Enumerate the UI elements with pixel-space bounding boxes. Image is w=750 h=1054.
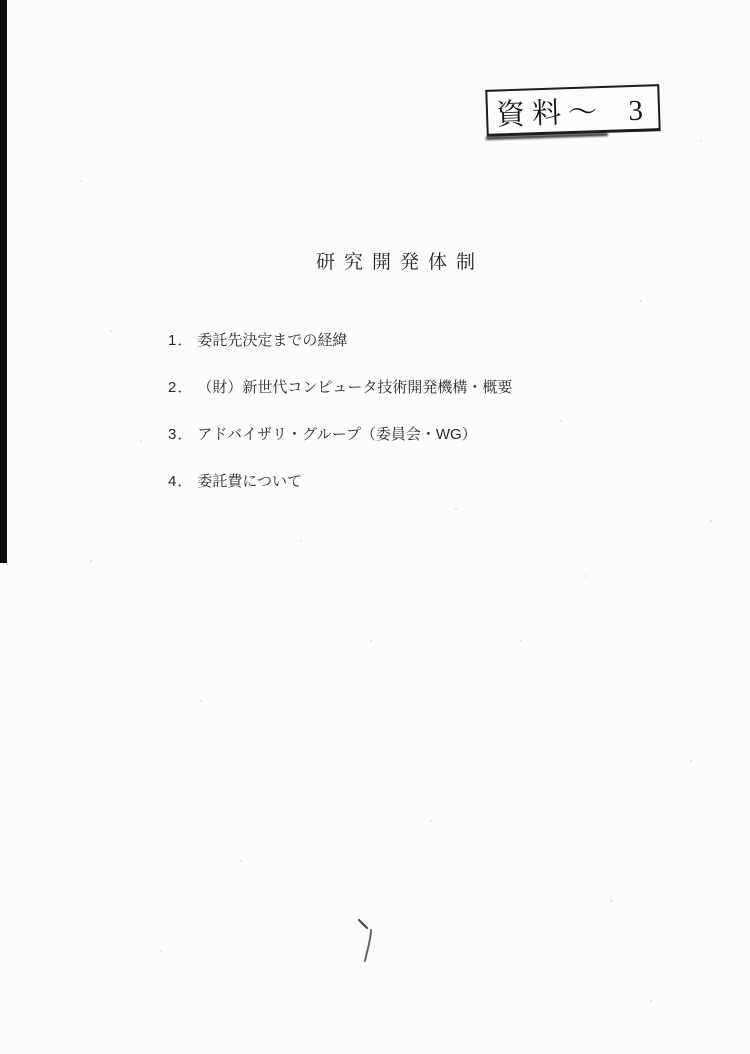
list-item bbox=[168, 425, 688, 445]
page-title: 研究開発体制 bbox=[315, 252, 484, 273]
handwritten-pen-stroke bbox=[350, 913, 390, 968]
stamp-label: 資料～ 3 bbox=[495, 93, 651, 132]
list-item-text: 委託先決定までの経緯 bbox=[197, 332, 348, 349]
list-item bbox=[168, 331, 688, 351]
list-item-text: （財）新世代コンピュータ技術開発機構・概要 bbox=[197, 379, 513, 396]
list-item bbox=[168, 472, 688, 492]
list-item-number: 2． bbox=[168, 379, 194, 396]
document-number-stamp bbox=[485, 84, 660, 137]
list-item-number: 1． bbox=[168, 332, 194, 349]
list-item bbox=[168, 378, 688, 398]
scan-noise bbox=[0, 0, 2, 2]
list-item-number: 3． bbox=[168, 426, 194, 443]
list-item-text: アドバイザリ・グループ（委員会・WG） bbox=[197, 426, 477, 443]
list-item-text: 委託費について bbox=[197, 473, 303, 490]
table-of-contents bbox=[168, 331, 688, 519]
list-item-number: 4． bbox=[168, 473, 194, 490]
scan-edge-artifact bbox=[0, 0, 7, 563]
